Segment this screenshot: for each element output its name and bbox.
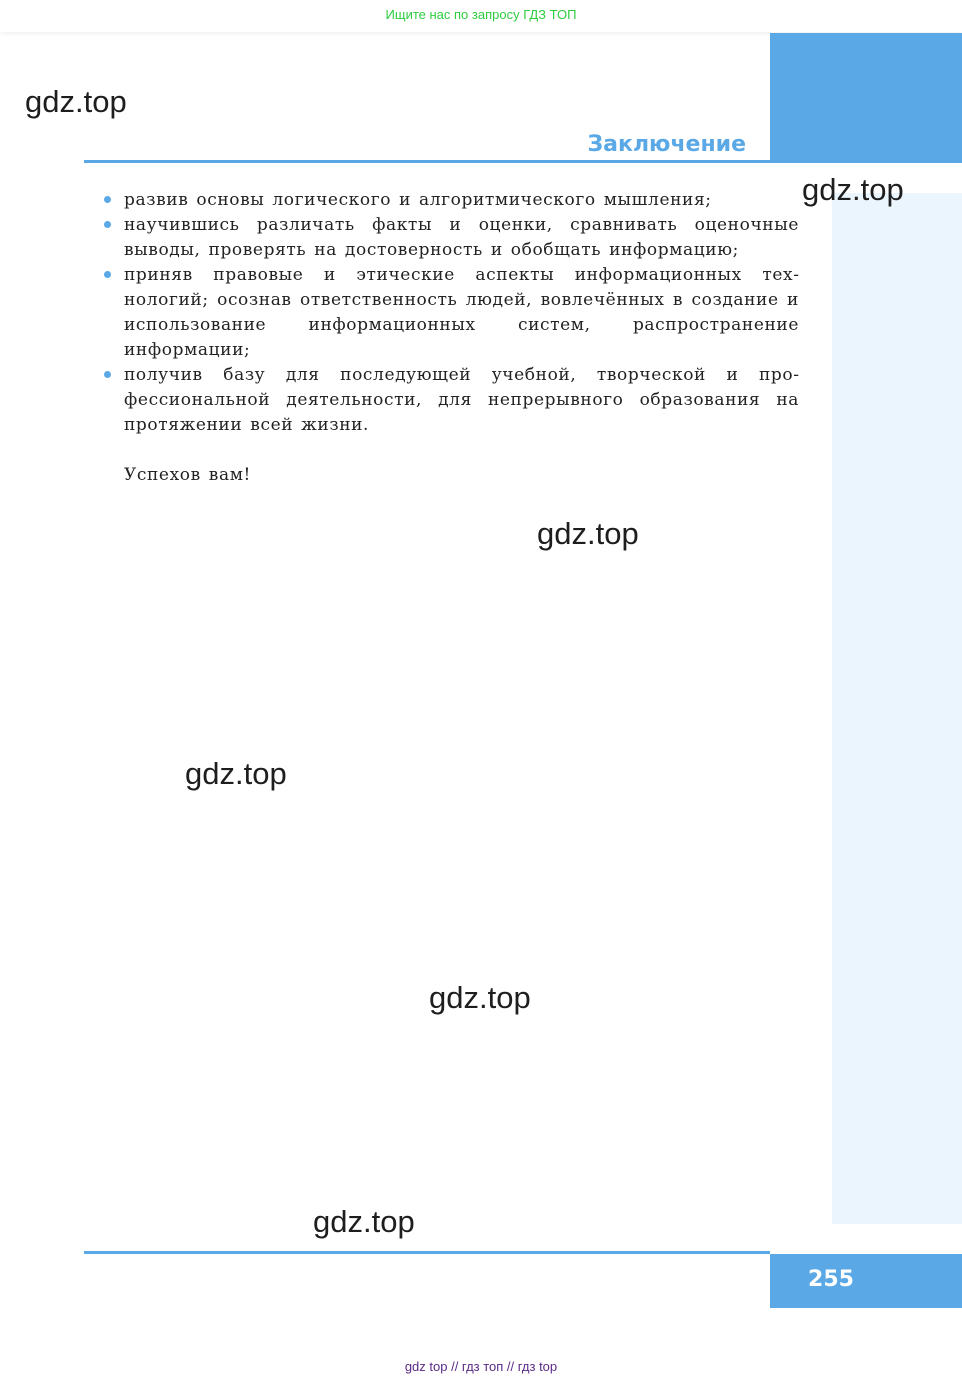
header-rule [84,160,770,163]
header-corner-block [770,33,962,163]
list-item [103,188,799,213]
watermark: gdz.top [802,172,904,207]
list-item [103,213,799,263]
watermark: gdz.top [185,756,287,791]
search-hint-banner [0,0,962,32]
list-item-text: получив базу для последующей учебной, творческой и профессиональной деятельности, для непрерывного образования на протяжении всей жизни. [124,365,799,435]
watermark: gdz.top [25,84,127,119]
footer-rule [84,1251,770,1254]
closing-line: Успехов вам! [124,465,251,485]
watermark: gdz.top [313,1204,415,1239]
main-text [103,188,799,488]
page-number: 255 [808,1267,854,1292]
list-item-text: приняв правовые и этические аспекты информационных технологий; осознав ответственность людей, вовлечённых в создание и использование информационных систем, распространение информации; [124,265,799,360]
bullet-dot-icon [104,371,111,378]
watermark: gdz.top [429,980,531,1015]
footer-links[interactable]: gdz top // гдз топ // гдз top [404,1359,558,1374]
list-item [103,363,799,438]
bullet-list [103,188,799,438]
watermark: gdz.top [537,516,639,551]
list-item [103,263,799,363]
bullet-dot-icon [104,221,111,228]
list-item-text: научившись различать факты и оценки, сравнивать оценочные выводы, проверять на достоверность и обобщать информацию; [124,215,799,260]
list-item-text: развив основы логического и алгоритмического мышления; [124,190,712,210]
section-title: Заключение [587,132,746,157]
side-margin-strip [832,193,962,1224]
bullet-dot-icon [104,196,111,203]
bullet-dot-icon [104,271,111,278]
search-hint-text: Ищите нас по запросу ГДЗ ТОП [385,7,577,22]
